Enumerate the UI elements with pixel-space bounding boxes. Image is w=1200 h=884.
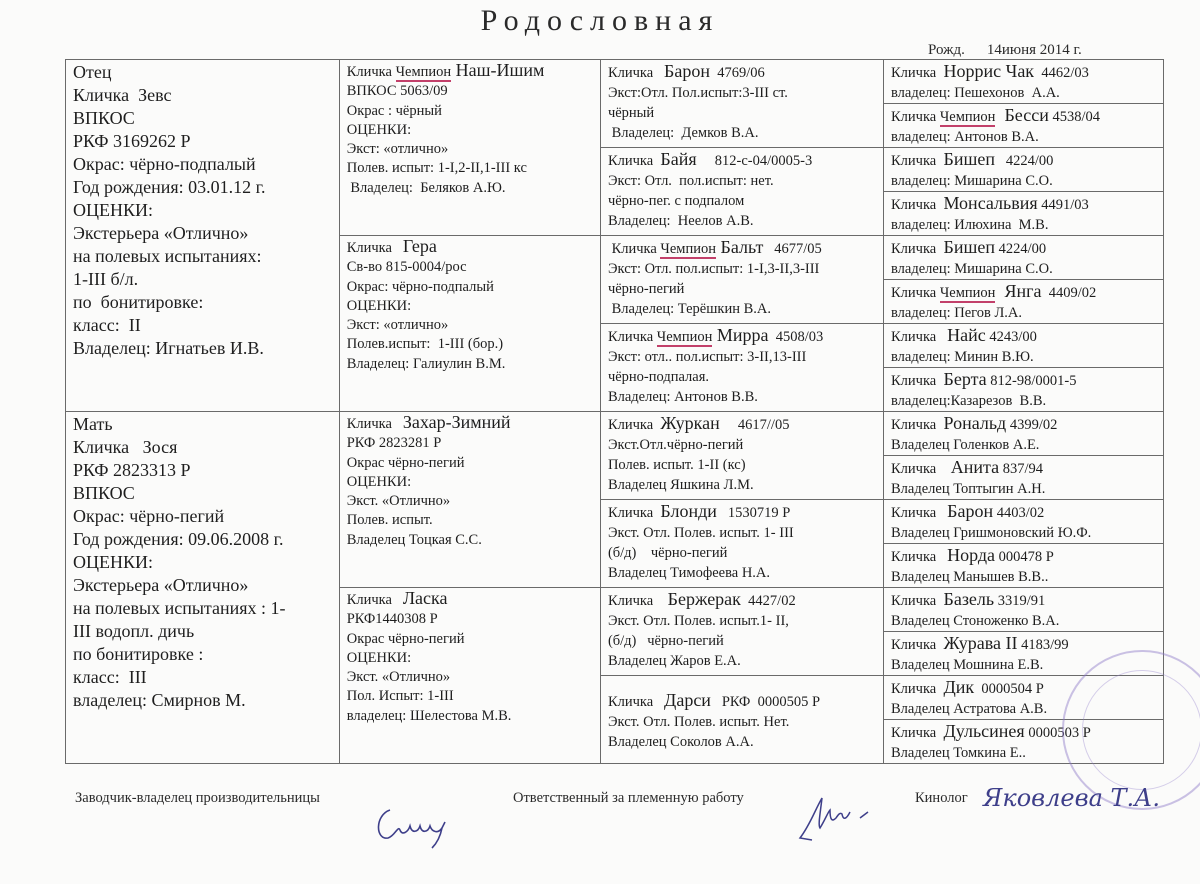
- mother-line: III водопл. дичь: [73, 621, 195, 641]
- dog-name-line: [891, 589, 1156, 611]
- dog-name-line: [347, 589, 593, 610]
- breeder-signature: [370, 800, 460, 850]
- dog-name: Норда: [947, 545, 996, 565]
- parent-cell: [339, 60, 600, 236]
- father-line: класс: II: [73, 315, 141, 335]
- pedigree-row: [66, 60, 1164, 104]
- parent-detail: ОЦЕНКИ:: [346, 297, 412, 314]
- dog-name: Гера: [402, 236, 437, 256]
- nickname-label: Кличка: [891, 65, 944, 81]
- nickname-label: Кличка: [607, 153, 661, 169]
- grandparent-detail: Владелец Тимофеева Н.А.: [607, 565, 771, 581]
- registration-number: 4403/02: [993, 505, 1045, 521]
- dog-name: Монсальвия: [943, 193, 1038, 213]
- dog-name: Наш-Ишим: [451, 60, 545, 80]
- grandparent-detail: Владелец Яшкина Л.М.: [607, 477, 754, 493]
- owner-line: владелец: Мишарина С.О.: [891, 173, 1053, 189]
- champion-title: Чемпион: [395, 64, 452, 80]
- owner-line: владелец: Минин В.Ю.: [891, 349, 1034, 365]
- responsible-signature: [790, 790, 890, 850]
- dog-name: Анита: [950, 457, 1000, 477]
- dog-name: Норрис Чак: [943, 61, 1035, 81]
- registration-number: 0000503 Р: [1024, 725, 1091, 741]
- parent-detail: Экст: «отлично»: [346, 317, 449, 334]
- owner-line: владелец: Антонов В.А.: [891, 129, 1039, 145]
- father-line: Отец: [73, 62, 112, 82]
- father-line: по бонитировке:: [73, 292, 204, 312]
- grandparent-detail: Экст.Отл.чёрно-пегий: [607, 437, 744, 453]
- registration-number: 4399/02: [1006, 417, 1058, 433]
- dog-name: Мирра: [712, 325, 769, 345]
- grandparent-cell: [600, 324, 883, 412]
- mother-line: Экстерьера «Отлично»: [73, 575, 249, 595]
- parent-detail: Полев.испыт: 1-III (бор.): [346, 336, 504, 353]
- parent-detail: Экст. «Отлично»: [346, 493, 451, 510]
- dog-name-line: [891, 193, 1156, 215]
- parent-detail: РКФ1440308 Р: [346, 611, 438, 628]
- parent-detail: Окрас чёрно-пегий: [346, 630, 465, 647]
- nickname-label: Кличка: [891, 241, 944, 257]
- parent-detail: владелец: Шелестова М.В.: [346, 707, 512, 724]
- grandparent-detail: Экст. Отл. Полев. испыт. Нет.: [607, 714, 790, 730]
- great-grandparent-cell: [884, 324, 1164, 368]
- dog-name: Бержерак: [667, 589, 741, 609]
- nickname-label: Кличка: [607, 417, 661, 433]
- great-grandparent-cell: [884, 588, 1164, 632]
- nickname-label: Кличка: [346, 64, 396, 80]
- parent-detail: Окрас: чёрно-подпалый: [346, 278, 494, 295]
- owner-line: Владелец Мошнина Е.В.: [891, 657, 1044, 673]
- registration-number: 4769/06: [710, 65, 765, 81]
- grandparent-cell: [600, 676, 883, 764]
- great-grandparent-cell: [884, 368, 1164, 412]
- dog-name-line: [608, 690, 876, 712]
- nickname-label: Кличка: [891, 637, 944, 653]
- mother-line: владелец: Смирнов М.: [73, 690, 246, 710]
- registration-number: 4491/03: [1037, 197, 1089, 213]
- nickname-label: Кличка: [607, 505, 661, 521]
- dog-name-line: [891, 369, 1156, 391]
- dog-name-line: [891, 457, 1156, 479]
- registration-number: 000478 Р: [995, 549, 1054, 565]
- dog-name: Янга: [995, 281, 1042, 301]
- dog-name: Базель: [943, 589, 995, 609]
- grandparent-detail: Владелец: Демков В.А.: [607, 125, 759, 141]
- registration-number: 4183/99: [1017, 637, 1069, 653]
- nickname-label: Кличка: [346, 592, 403, 608]
- birth-label: Рожд.: [928, 42, 965, 58]
- mother-line: ВПКОС: [73, 483, 135, 503]
- parent-cell: [339, 412, 600, 588]
- dog-name: Дарси: [664, 690, 711, 710]
- champion-title: Чемпион: [660, 241, 716, 257]
- dog-name-line: [891, 501, 1156, 523]
- responsible-label: Ответственный за племенную работу: [513, 790, 744, 806]
- grandparent-detail: Экст: отл.. пол.испыт: 3-II,13-III: [607, 349, 807, 365]
- father-line: Кличка Зевс: [73, 85, 172, 105]
- owner-line: владелец: Пегов Л.А.: [891, 305, 1023, 321]
- mother-cell: [66, 412, 340, 764]
- nickname-label: Кличка: [891, 681, 944, 697]
- registration-number: 4462/03: [1034, 65, 1089, 81]
- parent-detail: Полев. испыт: 1-I,2-II,1-III кс: [346, 160, 527, 177]
- dog-name-line: [891, 237, 1156, 259]
- nickname-label: Кличка: [607, 593, 668, 609]
- owner-line: Владелец Астратова А.В.: [891, 701, 1048, 717]
- parent-detail: Владелец: Беляков А.Ю.: [346, 179, 506, 196]
- nickname-label: Кличка: [607, 241, 661, 257]
- grandparent-detail: Полев. испыт. 1-II (кс): [607, 457, 746, 473]
- nickname-label: Кличка: [891, 373, 944, 389]
- grandparent-detail: Владелец: Неелов А.В.: [607, 213, 754, 229]
- dog-name: Блонди: [660, 501, 717, 521]
- owner-line: владелец: Мишарина С.О.: [891, 261, 1053, 277]
- parent-cell: [339, 588, 600, 764]
- registration-number: 4538/04: [1048, 109, 1100, 125]
- registration-number: 3319/91: [994, 593, 1046, 609]
- registration-number: 1530719 Р: [716, 505, 791, 521]
- nickname-label: Кличка: [891, 153, 944, 169]
- grandparent-cell: [600, 148, 883, 236]
- dog-name: Барон: [947, 501, 994, 521]
- father-line: Владелец: Игнатьев И.В.: [73, 338, 264, 358]
- registration-number: 4409/02: [1041, 285, 1097, 301]
- registration-number: 4243/00: [985, 329, 1037, 345]
- cynologist-label: Кинолог: [915, 790, 968, 806]
- dog-name-line: [608, 61, 876, 83]
- mother-line: РКФ 2823313 Р: [73, 460, 191, 480]
- great-grandparent-cell: [884, 236, 1164, 280]
- great-grandparent-cell: [884, 60, 1164, 104]
- grandparent-detail: Экст:Отл. Пол.испыт:3-III ст.: [607, 85, 788, 101]
- father-line: Окрас: чёрно-подпалый: [73, 154, 256, 174]
- registration-number: 4224/00: [994, 153, 1054, 169]
- great-grandparent-cell: [884, 412, 1164, 456]
- dog-name: Рональд: [943, 413, 1007, 433]
- dog-name-line: [891, 325, 1156, 347]
- dog-name-line: [891, 545, 1156, 567]
- dog-name-line: [608, 325, 876, 347]
- dog-name-line: [891, 413, 1156, 435]
- grandparent-detail: чёрный: [607, 105, 655, 121]
- nickname-label: Кличка: [891, 461, 951, 477]
- owner-line: владелец: Пешехонов А.А.: [891, 85, 1060, 101]
- grandparent-cell: [600, 60, 883, 148]
- owner-line: Владелец Томкина Е..: [891, 745, 1026, 761]
- registration-number: 812-98/0001-5: [986, 373, 1077, 389]
- grandparent-detail: Экст: Отл. пол.испыт: нет.: [607, 173, 774, 189]
- grandparent-cell: [600, 412, 883, 500]
- parent-detail: ОЦЕНКИ:: [346, 649, 412, 666]
- mother-line: Кличка Зося: [73, 437, 178, 457]
- owner-line: Владелец Топтыгин А.Н.: [891, 481, 1046, 497]
- owner-line: владелец:Казарезов В.В.: [891, 393, 1047, 409]
- father-line: ВПКОС: [73, 108, 135, 128]
- registration-number: 0000504 Р: [974, 681, 1044, 697]
- father-line: ОЦЕНКИ:: [73, 200, 153, 220]
- dog-name: Дульсинея: [943, 721, 1025, 741]
- dog-name-line: [347, 61, 593, 82]
- grandparent-detail: Владелец: Антонов В.В.: [607, 389, 758, 405]
- great-grandparent-cell: [884, 192, 1164, 236]
- parent-detail: Владелец: Галиулин В.М.: [346, 355, 506, 372]
- dog-name: Ласка: [402, 588, 448, 608]
- nickname-label: Кличка: [346, 416, 403, 432]
- dog-name-line: [891, 149, 1156, 171]
- dog-name: Дик: [943, 677, 975, 697]
- grandparent-cell: [600, 500, 883, 588]
- great-grandparent-cell: [884, 544, 1164, 588]
- father-line: Экстерьера «Отлично»: [73, 223, 249, 243]
- father-line: на полевых испытаниях:: [73, 246, 262, 266]
- registration-number: 4427/02: [740, 593, 796, 609]
- mother-line: по бонитировке :: [73, 644, 204, 664]
- owner-line: Владелец Манышев В.В..: [891, 569, 1049, 585]
- great-grandparent-cell: [884, 456, 1164, 500]
- nickname-label: Кличка: [607, 329, 657, 345]
- parent-detail: Экст. «Отлично»: [346, 669, 451, 686]
- parent-detail: Владелец Тоцкая С.С.: [346, 531, 482, 548]
- registration-number: 4677/05: [763, 241, 822, 257]
- registration-number: 837/94: [999, 461, 1043, 477]
- dog-name-line: [891, 61, 1156, 83]
- owner-line: Владелец Голенков А.Е.: [891, 437, 1040, 453]
- dog-name-line: [608, 501, 876, 523]
- dog-name: Бишеп: [943, 237, 995, 257]
- nickname-label: Кличка: [346, 240, 403, 256]
- registration-number: РКФ 0000505 Р: [710, 694, 821, 710]
- grandparent-detail: Экст. Отл. Полев. испыт.1- II,: [607, 613, 789, 629]
- page-title: Родословная: [480, 4, 720, 37]
- pedigree-row: [66, 412, 1164, 456]
- owner-line: владелец: Илюхина М.В.: [891, 217, 1049, 233]
- dog-name-line: [347, 413, 593, 434]
- dog-name: Захар-Зимний: [402, 412, 511, 432]
- grandparent-detail: Экст. Отл. Полев. испыт. 1- III: [607, 525, 794, 541]
- parent-detail: Экст: «отлично»: [346, 141, 449, 158]
- nickname-label: Кличка: [891, 417, 944, 433]
- dog-name: Барон: [664, 61, 711, 81]
- grandparent-detail: чёрно-пегий: [607, 281, 685, 297]
- grandparent-cell: [600, 236, 883, 324]
- parent-detail: ВПКОС 5063/09: [346, 83, 448, 100]
- nickname-label: Кличка: [891, 197, 944, 213]
- parent-detail: Св-во 815-0004/рос: [346, 259, 467, 276]
- pedigree-table: [65, 59, 1164, 764]
- great-grandparent-cell: [884, 104, 1164, 148]
- grandparent-detail: Экст: Отл. пол.испыт: 1-I,3-II,3-III: [607, 261, 820, 277]
- dog-name: Журкан: [660, 413, 720, 433]
- grandparent-cell: [600, 588, 883, 676]
- dog-name: Бальт: [716, 237, 764, 257]
- dog-name: Бишеп: [943, 149, 995, 169]
- mother-line: Окрас: чёрно-пегий: [73, 506, 225, 526]
- nickname-label: Кличка: [891, 285, 940, 301]
- dog-name: Журава II: [943, 633, 1018, 653]
- grandparent-detail: Владелец Соколов А.А.: [607, 734, 754, 750]
- registration-number: 812-с-04/0005-3: [696, 153, 813, 169]
- parent-detail: Окрас : чёрный: [346, 102, 442, 119]
- great-grandparent-cell: [884, 500, 1164, 544]
- grandparent-detail: Владелец Жаров Е.А.: [607, 653, 741, 669]
- father-line: 1-III б/л.: [73, 269, 139, 289]
- registration-number: 4508/03: [768, 329, 824, 345]
- dog-name-line: [347, 237, 593, 258]
- dog-name-line: [891, 105, 1156, 127]
- dog-name-line: [608, 413, 876, 435]
- dog-name: Найс: [947, 325, 986, 345]
- mother-line: Год рождения: 09.06.2008 г.: [73, 529, 284, 549]
- registration-number: 4617//05: [719, 417, 790, 433]
- mother-line: класс: III: [73, 667, 147, 687]
- mother-line: на полевых испытаниях : 1-: [73, 598, 286, 618]
- champion-title: Чемпион: [939, 285, 996, 301]
- mother-line: Мать: [73, 414, 113, 434]
- owner-line: Владелец Гришмоновский Ю.Ф.: [891, 525, 1092, 541]
- dog-name-line: [608, 149, 876, 171]
- parent-detail: ОЦЕНКИ:: [346, 121, 412, 138]
- dog-name-line: [891, 281, 1156, 303]
- champion-title: Чемпион: [939, 109, 996, 125]
- nickname-label: Кличка: [891, 593, 944, 609]
- nickname-label: Кличка: [891, 725, 944, 741]
- dog-name-line: [608, 237, 876, 259]
- birth-date: [928, 42, 1104, 59]
- dog-name: Берта: [943, 369, 987, 389]
- great-grandparent-cell: [884, 148, 1164, 192]
- parent-detail: Полев. испыт.: [346, 512, 433, 529]
- dog-name-line: [608, 589, 876, 611]
- dog-name: Байя: [660, 149, 697, 169]
- nickname-label: Кличка: [891, 329, 948, 345]
- grandparent-detail: Владелец: Терёшкин В.А.: [607, 301, 771, 317]
- grandparent-detail: чёрно-подпалая.: [607, 369, 710, 385]
- parent-detail: ОЦЕНКИ:: [346, 473, 412, 490]
- grandparent-detail: (б/д) чёрно-пегий: [607, 545, 728, 561]
- grandparent-detail: (б/д) чёрно-пегий: [607, 633, 724, 649]
- dog-name: Бесси: [995, 105, 1049, 125]
- registration-number: 4224/00: [994, 241, 1047, 257]
- nickname-label: Кличка: [607, 65, 665, 81]
- nickname-label: Кличка: [891, 109, 940, 125]
- champion-title: Чемпион: [656, 329, 713, 345]
- parent-detail: РКФ 2823281 Р: [346, 435, 442, 452]
- parent-detail: Пол. Испыт: 1-III: [346, 688, 454, 705]
- grandparent-detail: чёрно-пег. с подпалом: [607, 193, 745, 209]
- cynologist-signature: Яковлева Т.А.: [983, 784, 1160, 812]
- father-line: РКФ 3169262 Р: [73, 131, 191, 151]
- great-grandparent-cell: [884, 280, 1164, 324]
- parent-cell: [339, 236, 600, 412]
- owner-line: Владелец Стоноженко В.А.: [891, 613, 1060, 629]
- father-cell: [66, 60, 340, 412]
- dog-name-line: [891, 633, 1156, 655]
- parent-detail: Окрас чёрно-пегий: [346, 454, 465, 471]
- nickname-label: Кличка: [891, 549, 948, 565]
- nickname-label: Кличка: [891, 505, 948, 521]
- nickname-label: Кличка: [607, 694, 665, 710]
- breeder-label: Заводчик-владелец производительницы: [75, 790, 320, 806]
- father-line: Год рождения: 03.01.12 г.: [73, 177, 266, 197]
- birth-value: 14июня 2014 г.: [986, 42, 1082, 58]
- mother-line: ОЦЕНКИ:: [73, 552, 153, 572]
